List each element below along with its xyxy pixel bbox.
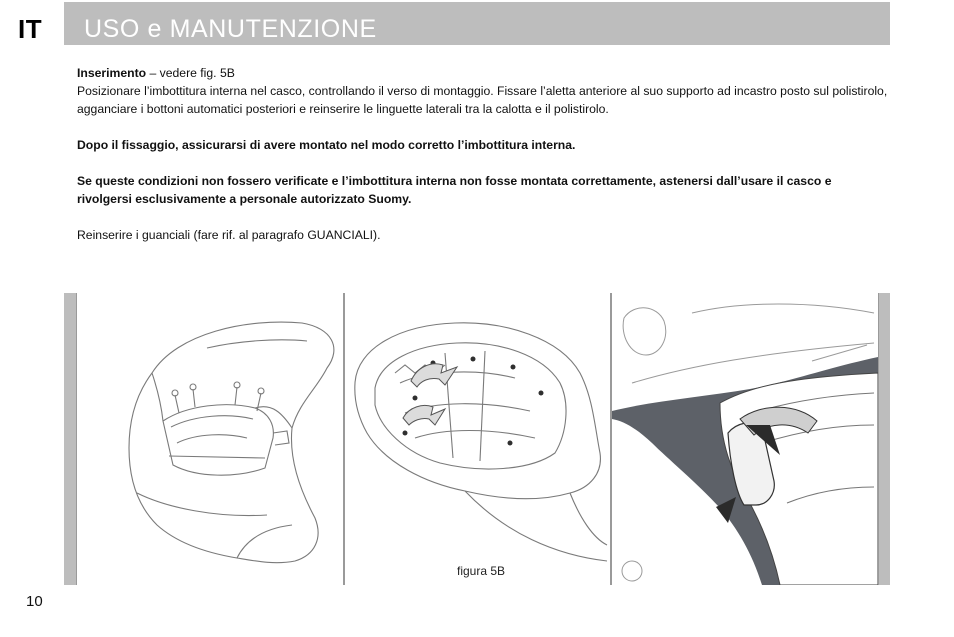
inserimento-label: Inserimento xyxy=(77,66,147,80)
cheek-pads-paragraph: Reinserire i guanciali (fare rif. al paragrafo GUANCIALI). xyxy=(77,228,381,242)
instructions-text-block xyxy=(77,64,889,244)
figure-panel-helmet-front xyxy=(76,293,344,585)
inserimento-heading xyxy=(77,64,889,82)
figure-reference: – vedere fig. 5B xyxy=(146,66,235,80)
check-paragraph: Dopo il fissaggio, assicurarsi di avere montato nel modo corretto l’imbottitura interna. xyxy=(77,138,576,152)
figure-panel-tab-closeup xyxy=(611,293,879,585)
warning-paragraph: Se queste condizioni non fossero verificate e l’imbottitura interna non fosse montata correttamente, astenersi dall’usare il casco e rivolgersi esclusivamente a personale autorizzato Suomy. xyxy=(77,174,832,206)
figure-caption: figura 5B xyxy=(457,564,506,578)
tab-insertion-closeup-illustration xyxy=(612,293,878,585)
figure-5b-panel xyxy=(64,293,890,585)
helmet-front-illustration xyxy=(77,293,343,585)
section-title: USO e MANUTENZIONE xyxy=(84,15,377,43)
page-number: 10 xyxy=(26,593,43,610)
language-tag: IT xyxy=(18,14,43,44)
figure-panel-helmet-underside xyxy=(344,293,611,585)
helmet-underside-illustration xyxy=(345,293,610,585)
instruction-paragraph: Posizionare l’imbottitura interna nel casco, controllando il verso di montaggio. Fissare l’aletta anteriore al suo supporto ad incastro posto sul polistirolo, agganciare i bottoni automatici posteriori e reinserire le linguette laterali tra la calotta e il polistirolo. xyxy=(77,84,888,116)
